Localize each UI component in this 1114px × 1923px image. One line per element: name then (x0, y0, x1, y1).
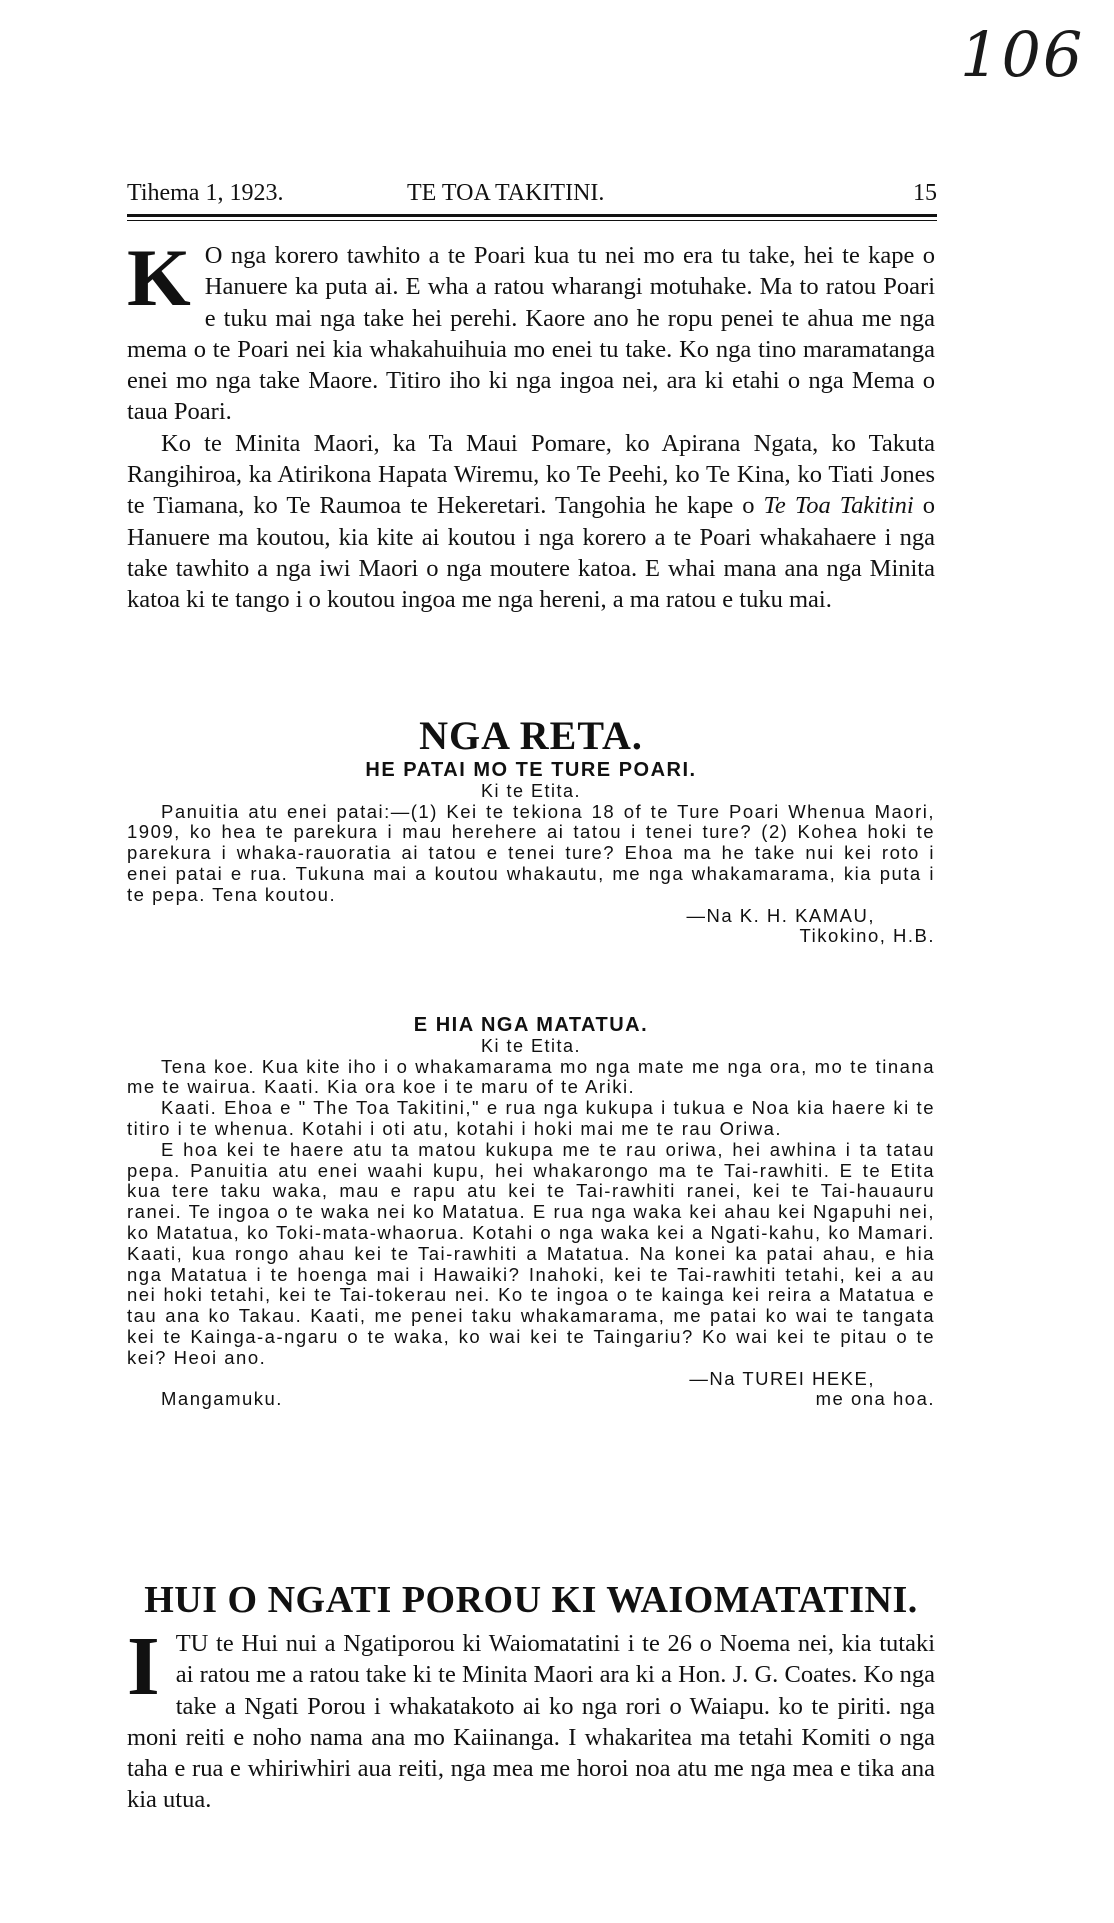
letter-1-heading: HE PATAI MO TE TURE POARI. (365, 759, 697, 781)
letter-1-body: Panuitia atu enei patai:—(1) Kei te tekiona 18 of te Ture Poari Whenua Maori, 1909, ko hea te parekura i mau herehere ai tatou i tenei ture? (2) Kohea hoki te parekura i whaka-rauoratia ai tatou e tenei ture? Ehoa ma he take nui kei roto i enei patai e rua. Tukuna mai a koutou whakautu, me nga whakamarama, kia puta i te pepa. Tena koutou. (127, 800, 935, 905)
intro-paragraph-2 (127, 428, 935, 616)
letter-2-paragraph-3: E hoa kei te haere atu ta matou kukupa me te rau oriwa, hei awhina i ta tatau pepa. Panuitia atu enei waahi kupu, hei whakarongo ma te Tai-rawhiti. E te Etita kua tere taku waka, mau e rapu atu kei te Tai-rawhiti ranei, kei te Tai-hauauru ranei. Te ingoa o te waka nei ko Matatua. E rua nga waka kei ahau kei Ngapuhi nei, ko Matatua, ko Toki-mata-whaorua. Kotahi o nga waka kei a Ngati-kahu, ko Mamari. Kaati, kua rongo ahau kei te Tai-rawhiti a Matatua. Na konei ka patai ahau, e hia nga Matatua i te hoenga mai i Hawaiki? Inahoki, kei te Tai-rawhiti tetahi, kei a au nei hoki tetahi, kei te Tai-tokerau nei. Ko te ingoa o te kainga kei reira a Matatua e tau ana ko Takau. Kaati, me penei taku whakamarama, me patai ko wai te tangata kei te Kainga-a-ngaru o te waka, ko wai kei te Taingariu? Ko wai kei te pitau o te kei? Heoi ano. (127, 1138, 935, 1368)
article-2 (127, 1620, 935, 1816)
handwritten-page-number: 106 (960, 18, 1085, 91)
header-page-number: 15 (913, 180, 937, 206)
running-header (127, 180, 937, 214)
intro-article (127, 232, 935, 616)
intro-dropcap: K (127, 232, 191, 323)
newspaper-name-italic: Te Toa Takitini (763, 492, 914, 520)
header-rule-thin (127, 220, 937, 221)
section-heading: NGA RETA. (419, 713, 643, 758)
letter-2-paragraph-2: Kaati. Ehoa e " The Toa Takitini," e rua nga kukupa i tukua e Noa kia haere ki te titiro i te whenua. Kotahi i oti atu, kotahi i hoki mai me te rau Oriwa. (127, 1097, 935, 1139)
letter-1-signature: —Na K. H. KAMAU, (686, 904, 875, 926)
header-date: Tihema 1, 1923. (127, 180, 284, 206)
header-rule-thick (127, 214, 937, 217)
letter-2 (127, 1015, 935, 1410)
letter-2-subheading: Ki te Etita. (480, 1035, 582, 1056)
letter-1-subheading: Ki te Etita. (480, 780, 582, 801)
article-2-dropcap: I (127, 1620, 160, 1713)
letter-1 (127, 760, 935, 947)
intro-paragraph-2-part-b: o Hanuere ma koutou, kia kite ai koutou i nga korero a te Poari whakahaere i nga take tawhito a nga iwi Maori o nga moutere katoa. E whai mana ana nga Minita katoa ki te tango i o koutou ingoa me nga hereni, a ma ratou e tuku mai. (127, 492, 935, 614)
article-2-body: TU te Hui nui a Ngatiporou ki Waiomatatini i te 26 o Noema nei, kia tutaki ai ratou me a ratou take ki te Minita Maori ara ki a Hon. J. G. Coates. Ko nga take a Ngati Porou i whakatakoto ai ko nga rori o Waiapu. ko te piriti. nga moni reiti e noho nama ana mo Kaiinanga. I whakaritea ma tetahi Komiti o nga taha e rua e whiriwhiri aua reiti, nga mea me horoi noa atu me nga mea e tika ana kia utua. (127, 1630, 935, 1814)
letter-2-signature: —Na TUREI HEKE, (689, 1367, 875, 1389)
letter-2-signoff-row (127, 1389, 935, 1410)
article-2-heading: HUI O NGATI POROU KI WAIOMATATINI. (144, 1579, 918, 1621)
letter-2-paragraph-1: Tena koe. Kua kite iho i o whakamarama mo nga mate me nga ora, mo te tinana me te wairua. Kaati. Kia ora koe i te maru of te Ariki. (127, 1055, 935, 1098)
header-title: TE TOA TAKITINI. (407, 180, 605, 206)
letter-1-place: Tikokino, H.B. (799, 925, 935, 947)
letter-2-signoff: me ona hoa. (815, 1388, 935, 1410)
intro-paragraph-2-part-a: Ko te Minita Maori, ka Ta Maui Pomare, ko Apirana Ngata, ko Takuta Rangihiroa, ka Atirikona Hapata Wiremu, ko Te Peehi, ko Te Kina, ko Tiati Jones te Tiamana, ko Te Raumoa te Hekeretari. Tangohia he kape o (127, 429, 935, 520)
intro-paragraph-1: O nga korero tawhito a te Poari kua tu nei mo era tu take, hei te kape o Hanuere ka puta ai. E wha a ratou wharangi motuhake. Ma to ratou Poari e tuku mai nga take hei perehi. Kaore ano he ropu penei te ahua me nga mema o te Poari nei kia whakahuihuia mo enei tu take. Ko nga tino maramatanga enei mo nga take Maore. Titiro iho ki nga ingoa nei, ara ki etahi o nga Mema o taua Poari. (127, 242, 935, 426)
letter-2-heading: E HIA NGA MATATUA. (413, 1014, 649, 1036)
letter-2-place: Mangamuku. (161, 1388, 283, 1410)
